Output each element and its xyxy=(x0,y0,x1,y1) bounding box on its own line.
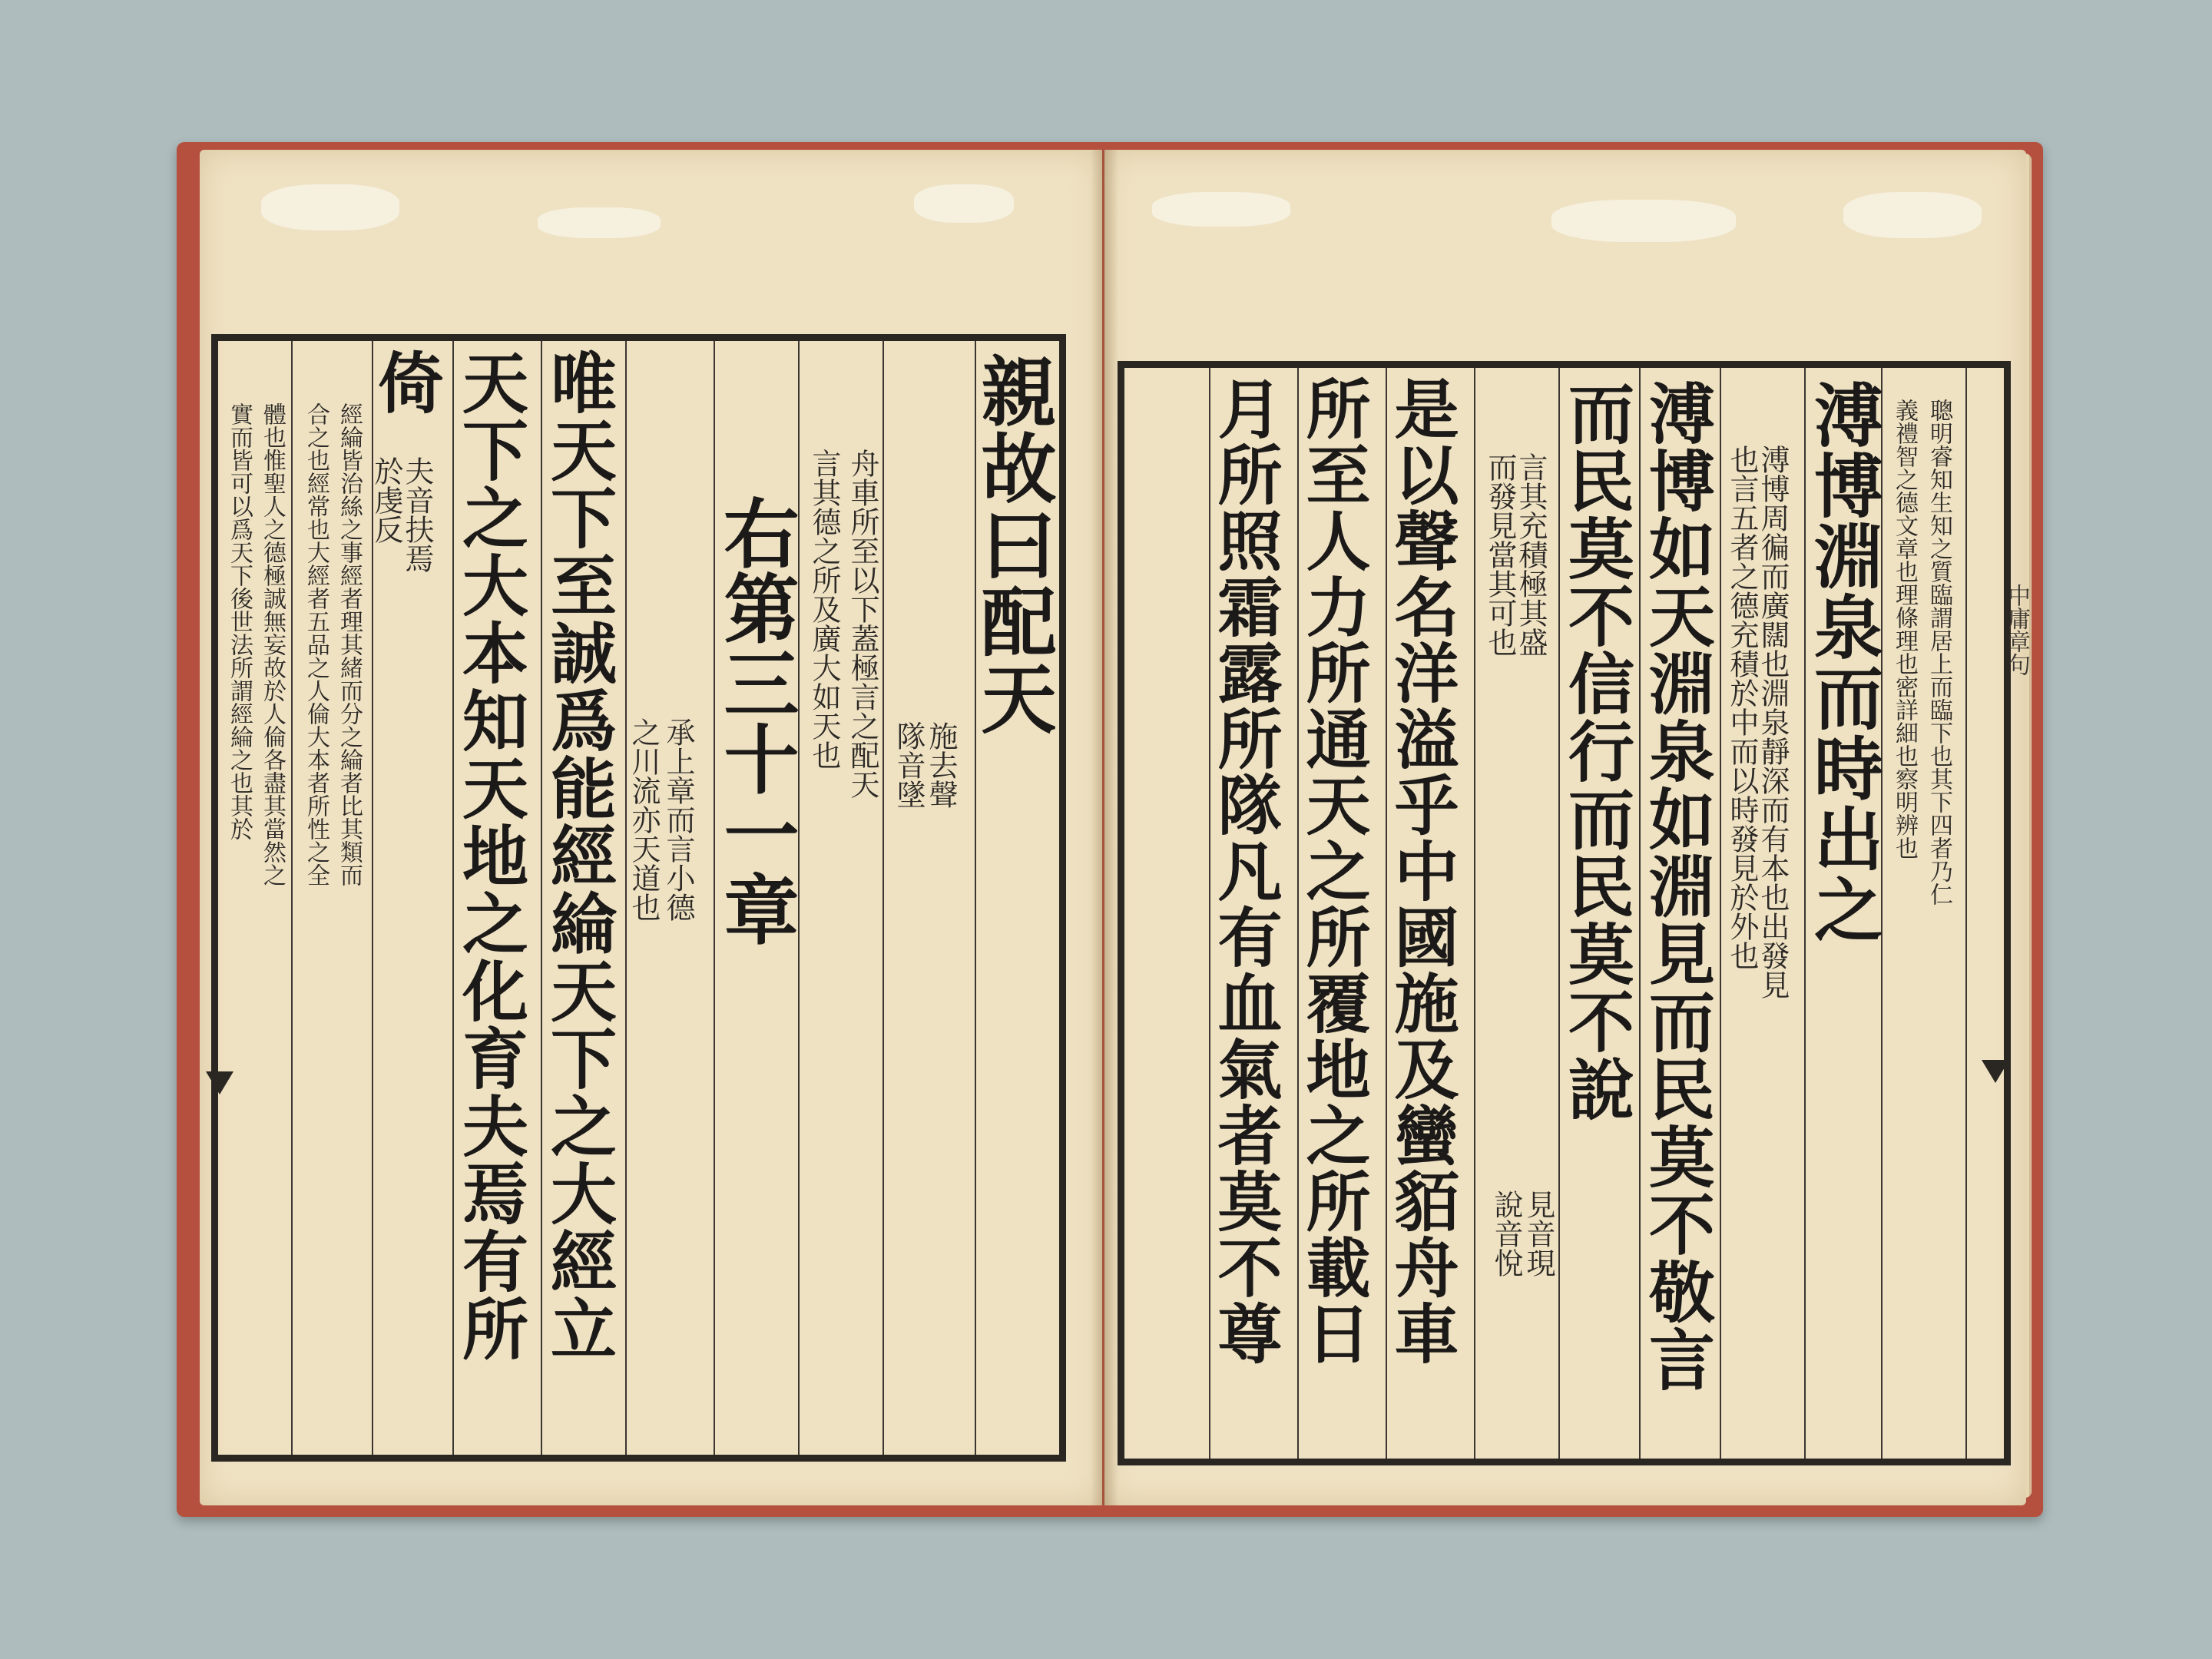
annotation-text: 溥博周徧而廣闊也淵泉靜深而有本也出發見 xyxy=(1756,445,1790,999)
annotation-text: 施去聲 xyxy=(924,721,958,809)
fishtail-marker xyxy=(206,1071,233,1094)
annotation-text: 合之也經常也大經者五品之人倫大本者所性之全 xyxy=(303,402,329,886)
annotation-text: 於虔反 xyxy=(369,456,403,544)
column-rule xyxy=(1720,368,1721,1459)
main-text-column: 倚 xyxy=(366,349,444,416)
column-rule xyxy=(882,341,884,1455)
main-text-column: 而民莫不信行而民莫不說 xyxy=(1557,379,1634,1123)
annotation-text: 體也惟聖人之德極誠無妄故於人倫各盡其當然之 xyxy=(259,402,286,886)
annotation-text: 見音現 xyxy=(1522,1190,1555,1277)
chapter-heading: 右第三十一章 xyxy=(711,495,800,946)
annotation-text: 說音悅 xyxy=(1489,1190,1523,1277)
annotation-text: 舟車所至以下蓋極言之配天 xyxy=(846,449,879,799)
left-text-frame xyxy=(211,334,1066,1462)
annotation-text: 言其德之所及廣大如天也 xyxy=(807,449,841,770)
annotation-text: 夫音扶焉 xyxy=(400,456,434,573)
column-rule xyxy=(1965,368,1967,1459)
annotation-text: 聰明睿知生知之質臨謂居上而臨下也其下四者乃仁 xyxy=(1926,399,1952,906)
right-text-frame xyxy=(1118,361,2011,1465)
main-text-column: 親故曰配天 xyxy=(969,353,1057,737)
column-rule xyxy=(291,341,293,1455)
main-text-column: 所至人力所通天之所覆地之所載日 xyxy=(1296,376,1372,1366)
main-text-column: 是以聲名洋溢乎中國施及蠻貊舟車 xyxy=(1384,376,1460,1366)
paper-damage xyxy=(1843,192,1982,238)
annotation-text: 也言五者之德充積於中而以時發見於外也 xyxy=(1725,445,1759,970)
paper-damage xyxy=(1551,200,1736,242)
annotation-text: 義禮智之德文章也理條理也密詳細也察明辨也 xyxy=(1891,399,1918,859)
annotation-text: 實而皆可以爲天下後世法所謂經綸之也其於 xyxy=(226,402,253,840)
annotation-text: 言其充積極其盛 xyxy=(1514,452,1548,657)
main-text-column: 溥博淵泉而時出之 xyxy=(1802,379,1883,945)
main-text-column: 唯天下至誠爲能經綸天下之大經立 xyxy=(539,349,617,1363)
main-text-column: 溥博如天淵泉如淵見而民莫不敬言 xyxy=(1637,379,1715,1393)
main-text-column: 月所照霜露所隊凡有血氣者莫不尊 xyxy=(1207,376,1283,1366)
column-rule xyxy=(1474,368,1475,1459)
main-text-column: 天下之大本知天地之化育夫焉有所 xyxy=(451,349,528,1363)
margin-title: 中庸章句 xyxy=(2003,584,2030,676)
paper-damage xyxy=(261,184,399,230)
fishtail-marker xyxy=(1982,1060,2009,1083)
annotation-text: 而發見當其可也 xyxy=(1483,452,1517,657)
annotation-text: 隊音墜 xyxy=(892,721,926,809)
annotation-text: 經綸皆治絲之事經者理其緒而分之綸者比其類而 xyxy=(336,402,363,886)
annotation-text: 之川流亦天道也 xyxy=(627,717,661,922)
paper-damage xyxy=(538,207,661,238)
book-gutter xyxy=(1091,150,1118,1505)
paper-damage xyxy=(1152,192,1290,227)
annotation-text: 承上章而言小德 xyxy=(661,717,695,922)
paper-damage xyxy=(914,184,1014,223)
